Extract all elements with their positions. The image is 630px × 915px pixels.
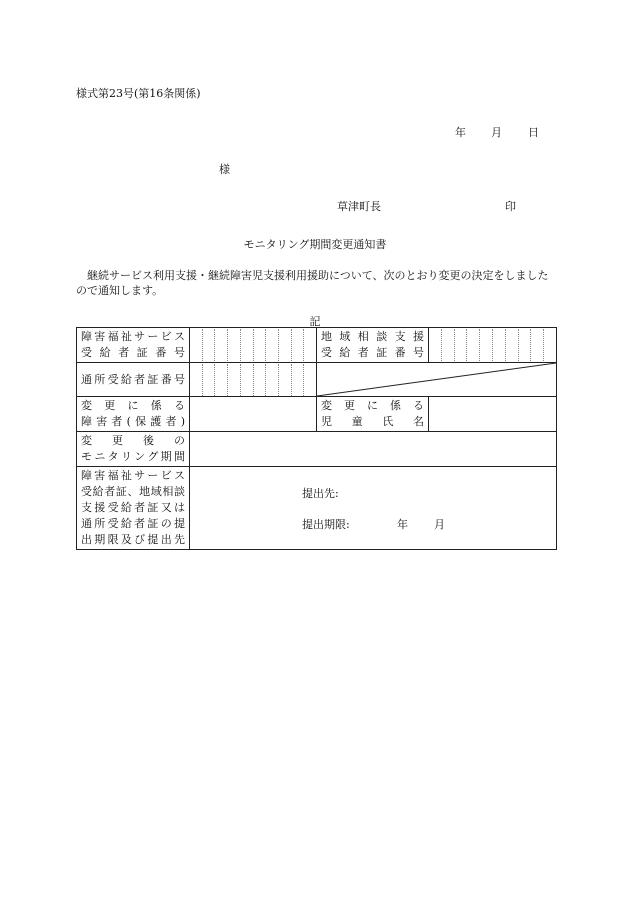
label-line: 受給者証番号 bbox=[321, 346, 424, 359]
monitoring-period-field[interactable] bbox=[190, 432, 557, 467]
label-line: 通所受給者証番号 bbox=[81, 372, 185, 386]
issuer: 草津町長 bbox=[337, 200, 381, 213]
date-year: 年 bbox=[455, 126, 466, 139]
label-line: 障害福祉サービス bbox=[81, 469, 185, 482]
change-child-field[interactable] bbox=[429, 397, 557, 432]
disability-cert-label bbox=[77, 328, 190, 363]
label-line: 児童氏名 bbox=[321, 415, 424, 428]
table-row bbox=[77, 363, 557, 397]
label-line: 地域相談支援 bbox=[321, 330, 424, 343]
table-row bbox=[77, 397, 557, 432]
table-row bbox=[77, 467, 557, 550]
label-line: 変更に係る bbox=[321, 399, 424, 412]
consult-cert-label bbox=[317, 328, 429, 363]
deadline-year: 年 bbox=[397, 518, 408, 531]
date-line bbox=[455, 124, 539, 140]
date-day: 日 bbox=[528, 126, 539, 139]
not-applicable-cell bbox=[317, 363, 557, 397]
label-line: 受給者証番号 bbox=[81, 346, 185, 359]
ki-heading: 記 bbox=[309, 315, 321, 328]
notice-table bbox=[76, 327, 557, 550]
form-number: 様式第23号(第16条関係) bbox=[76, 87, 201, 100]
commute-cert-number-field[interactable] bbox=[190, 363, 317, 397]
deadline-label: 提出期限: bbox=[302, 518, 350, 531]
deadline-line bbox=[302, 516, 445, 532]
seal-mark: 印 bbox=[505, 200, 516, 213]
label-line: 変更に係る bbox=[81, 399, 185, 412]
document-title: モニタリング期間変更通知書 bbox=[243, 238, 387, 251]
label-line: 通所受給者証の提 bbox=[81, 517, 185, 530]
date-month: 月 bbox=[491, 126, 502, 139]
deadline-month: 月 bbox=[434, 518, 445, 531]
label-line: モニタリング期間 bbox=[81, 450, 185, 463]
monitoring-period-label bbox=[77, 432, 190, 467]
body-text: 継続サービス利用支援・継続障害児支援利用援助について、次のとおり変更の決定をしましたので通知します。 bbox=[76, 269, 549, 297]
destination-label: 提出先: bbox=[302, 487, 339, 500]
label-line: 支援受給者証又は bbox=[81, 501, 185, 514]
label-line: 障害福祉サービス bbox=[81, 330, 185, 343]
label-line: 障害者(保護者) bbox=[81, 415, 185, 428]
change-person-field[interactable] bbox=[190, 397, 317, 432]
strike-line bbox=[317, 363, 556, 396]
table-row bbox=[77, 432, 557, 467]
consult-cert-number-field[interactable] bbox=[429, 328, 557, 363]
commute-cert-label bbox=[77, 363, 190, 397]
label-line: 出期限及び提出先 bbox=[81, 533, 185, 546]
table-row bbox=[77, 328, 557, 363]
disability-cert-number-field[interactable] bbox=[190, 328, 317, 363]
submission-label bbox=[77, 467, 190, 550]
digit-boxes bbox=[190, 364, 316, 396]
label-line: 受給者証、地域相談 bbox=[81, 485, 185, 498]
digit-boxes bbox=[429, 329, 556, 361]
change-child-label bbox=[317, 397, 429, 432]
label-line: 変更後の bbox=[81, 434, 185, 447]
change-person-label bbox=[77, 397, 190, 432]
digit-boxes bbox=[190, 329, 316, 361]
addressee-suffix: 様 bbox=[219, 163, 230, 176]
submission-field[interactable] bbox=[190, 467, 557, 550]
